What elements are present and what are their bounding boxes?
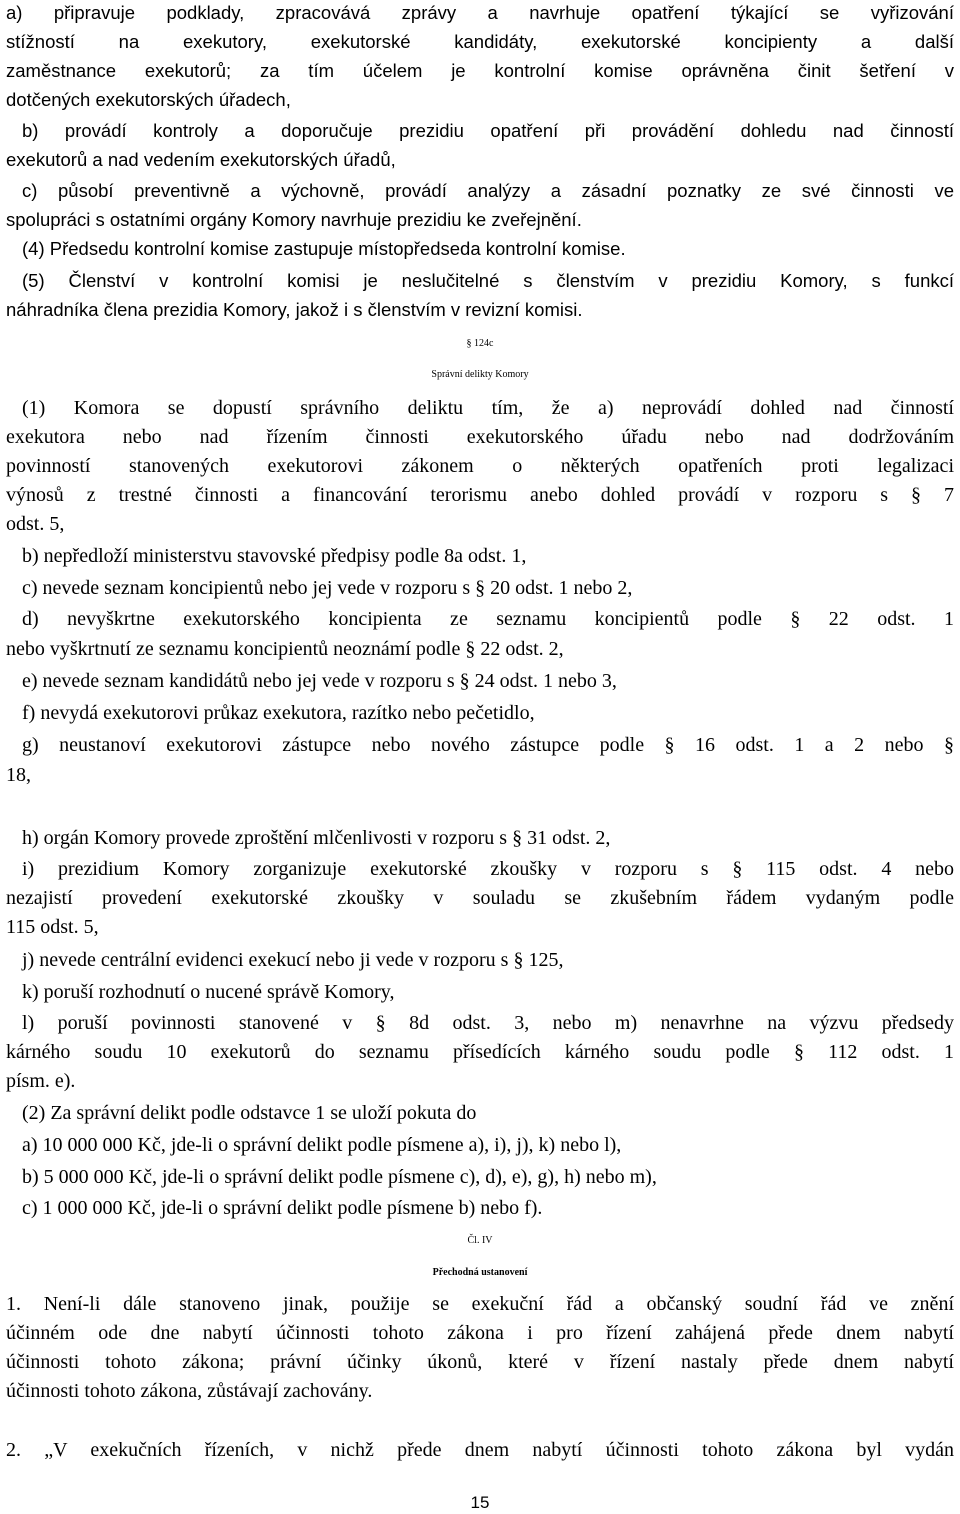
para-b-line-1: b) provádí kontroly a doporučuje prezidiu opatření při provádění dohledu nad činností: [22, 120, 954, 141]
para-4: (4) Předsedu kontrolní komise zastupuje místopředseda kontrolní komise.: [22, 238, 626, 259]
offence-k: k) poruší rozhodnutí o nucené správě Komory,: [22, 981, 395, 1003]
para-5-line-2: náhradníka člena prezidia Komory, jakož i s členstvím v revizní komisi.: [6, 299, 583, 320]
offence-intro-line-1: (1) Komora se dopustí správního deliktu tím, že a) neprovádí dohled nad činností: [22, 397, 954, 419]
fine-a: a) 10 000 000 Kč, jde-li o správní delikt podle písmene a), i), j), k) nebo l),: [22, 1134, 622, 1156]
article-number: Čl. IV: [467, 1235, 493, 1246]
provision-2-line-1: 2. „V exekučních řízeních, v nichž přede dnem nabytí účinnosti tohoto zákona byl vydán: [6, 1439, 954, 1461]
section-number: § 124c: [466, 338, 494, 349]
section-title: Správní delikty Komory: [431, 369, 529, 380]
offence-l-line-2: kárného soudu 10 exekutorů do seznamu přísedících kárného soudu podle § 112 odst. 1: [6, 1041, 954, 1063]
offence-g-line-2: 18,: [6, 764, 31, 786]
fines-intro: (2) Za správní delikt podle odstavce 1 se uloží pokuta do: [22, 1102, 477, 1124]
offence-intro-line-2: exekutora nebo nad řízením činnosti exekutorského úřadu nebo nad dodržováním: [6, 426, 954, 448]
offence-g-line-1: g) neustanoví exekutorovi zástupce nebo nového zástupce podle § 16 odst. 1 a 2 nebo §: [22, 734, 954, 756]
offence-h: h) orgán Komory provede zproštění mlčenlivosti v rozporu s § 31 odst. 2,: [22, 827, 611, 849]
article-title: Přechodná ustanovení: [432, 1267, 528, 1278]
para-a-line-1: a) připravuje podklady, zpracovává zprávy a navrhuje opatření týkající se vyřizování: [6, 2, 954, 23]
offence-j: j) nevede centrální evidenci exekucí nebo ji vede v rozporu s § 125,: [22, 949, 564, 971]
provision-1-line-1: 1. Není-li dále stanoveno jinak, použije se exekuční řád a občanský soudní řád ve znění: [6, 1293, 954, 1315]
fine-b: b) 5 000 000 Kč, jde-li o správní delikt podle písmene c), d), e), g), h) nebo m),: [22, 1166, 657, 1188]
para-a-line-4: dotčených exekutorských úřadech,: [6, 89, 291, 110]
para-b-line-2: exekutorů a nad vedením exekutorských úřadů,: [6, 149, 396, 170]
para-a-line-3: zaměstnance exekutorů; za tím účelem je kontrolní komise oprávněna činit šetření v: [6, 60, 954, 81]
offence-b: b) nepředloží ministerstvu stavovské předpisy podle 8a odst. 1,: [22, 545, 527, 567]
para-c-line-1: c) působí preventivně a výchovně, provádí analýzy a zásadní poznatky ze své činnosti ve: [22, 180, 954, 201]
page-number: 15: [470, 1493, 490, 1512]
offence-l-line-3: písm. e).: [6, 1070, 76, 1092]
provision-1-line-2: účinném ode dne nabytí účinnosti tohoto zákona i pro řízení zahájená přede dnem nabytí: [6, 1322, 954, 1344]
offence-d-line-2: nebo vyškrtnutí ze seznamu koncipientů neoznámí podle § 22 odst. 2,: [6, 638, 564, 660]
provision-1-line-4: účinnosti tohoto zákona, zůstávají zachovány.: [6, 1380, 373, 1402]
para-a-line-2: stížností na exekutory, exekutorské kandidáty, exekutorské koncipienty a další: [6, 31, 954, 52]
offence-intro-line-5: odst. 5,: [6, 513, 65, 535]
offence-f: f) nevydá exekutorovi průkaz exekutora, razítko nebo pečetidlo,: [22, 702, 535, 724]
offence-l-line-1: l) poruší povinnosti stanovené v § 8d odst. 3, nebo m) nenavrhne na výzvu předsedy: [22, 1012, 954, 1034]
fine-c: c) 1 000 000 Kč, jde-li o správní delikt podle písmene b) nebo f).: [22, 1197, 543, 1219]
provision-1-line-3: účinnosti tohoto zákona; právní účinky úkonů, které v řízení nastaly přede dnem nabytí: [6, 1351, 954, 1373]
offence-i-line-2: nezajistí provedení exekutorské zkoušky v souladu se zkušebním řádem vydaným podle: [6, 887, 954, 909]
offence-c: c) nevede seznam koncipientů nebo jej vede v rozporu s § 20 odst. 1 nebo 2,: [22, 577, 633, 599]
offence-e: e) nevede seznam kandidátů nebo jej vede v rozporu s § 24 odst. 1 nebo 3,: [22, 670, 617, 692]
offence-intro-line-3: povinností stanovených exekutorovi zákonem o některých opatřeních proti legalizaci: [6, 455, 954, 477]
para-c-line-2: spolupráci s ostatními orgány Komory navrhuje prezidiu ke zveřejnění.: [6, 209, 582, 230]
para-5-line-1: (5) Členství v kontrolní komisi je neslučitelné s členstvím v prezidiu Komory, s funkcí: [22, 270, 954, 291]
offence-d-line-1: d) nevyškrtne exekutorského koncipienta ze seznamu koncipientů podle § 22 odst. 1: [22, 608, 954, 630]
offence-i-line-1: i) prezidium Komory zorganizuje exekutorské zkoušky v rozporu s § 115 odst. 4 nebo: [22, 858, 954, 880]
offence-intro-line-4: výnosů z trestné činnosti a financování terorismu anebo dohled provádí v rozporu s § 7: [6, 484, 954, 506]
offence-i-line-3: 115 odst. 5,: [6, 916, 99, 938]
